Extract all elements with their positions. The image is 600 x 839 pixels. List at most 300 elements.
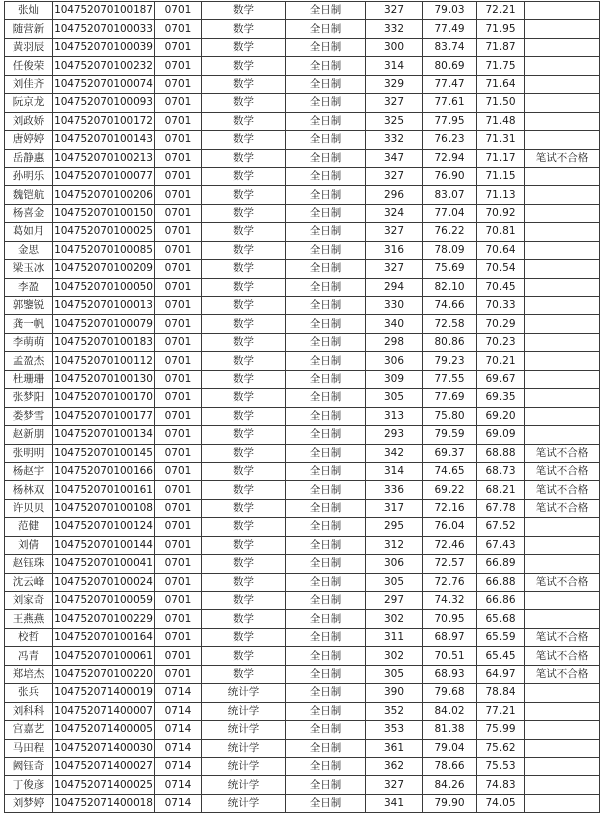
total-score-cell: 68.21 [477, 481, 525, 499]
written-score-cell: 332 [366, 20, 423, 38]
interview-score-cell: 72.16 [423, 499, 477, 517]
exam-id-cell: 104752071400005 [53, 721, 155, 739]
total-score-cell: 68.88 [477, 444, 525, 462]
remark-cell [525, 684, 600, 702]
study-mode-cell: 全日制 [286, 112, 366, 130]
exam-id-cell: 104752070100033 [53, 20, 155, 38]
name-cell: 校哲 [5, 628, 53, 646]
interview-score-cell: 79.23 [423, 352, 477, 370]
exam-id-cell: 104752070100209 [53, 260, 155, 278]
total-score-cell: 71.13 [477, 186, 525, 204]
study-mode-cell: 全日制 [286, 370, 366, 388]
remark-cell [525, 278, 600, 296]
remark-cell [525, 739, 600, 757]
exam-id-cell: 104752070100025 [53, 223, 155, 241]
name-cell: 许贝贝 [5, 499, 53, 517]
interview-score-cell: 77.49 [423, 20, 477, 38]
written-score-cell: 311 [366, 628, 423, 646]
study-mode-cell: 全日制 [286, 426, 366, 444]
remark-cell [525, 223, 600, 241]
interview-score-cell: 76.22 [423, 223, 477, 241]
exam-id-cell: 104752070100166 [53, 462, 155, 480]
name-cell: 杨林双 [5, 481, 53, 499]
major-code-cell: 0714 [155, 702, 202, 720]
major-code-cell: 0701 [155, 462, 202, 480]
name-cell: 阙钰奇 [5, 757, 53, 775]
table-row [5, 370, 600, 388]
interview-score-cell: 68.93 [423, 665, 477, 683]
exam-id-cell: 104752070100059 [53, 592, 155, 610]
total-score-cell: 70.21 [477, 352, 525, 370]
study-mode-cell: 全日制 [286, 610, 366, 628]
total-score-cell: 69.67 [477, 370, 525, 388]
study-mode-cell: 全日制 [286, 131, 366, 149]
total-score-cell: 70.81 [477, 223, 525, 241]
major-name-cell: 数学 [202, 2, 286, 20]
table-row [5, 794, 600, 812]
written-score-cell: 309 [366, 370, 423, 388]
interview-score-cell: 75.80 [423, 407, 477, 425]
table-row [5, 260, 600, 278]
remark-cell: 笔试不合格 [525, 462, 600, 480]
major-name-cell: 数学 [202, 499, 286, 517]
major-code-cell: 0701 [155, 665, 202, 683]
remark-cell [525, 112, 600, 130]
study-mode-cell: 全日制 [286, 647, 366, 665]
study-mode-cell: 全日制 [286, 462, 366, 480]
remark-cell [525, 75, 600, 93]
total-score-cell: 70.23 [477, 333, 525, 351]
total-score-cell: 71.50 [477, 94, 525, 112]
name-cell: 刘梦婷 [5, 794, 53, 812]
study-mode-cell: 全日制 [286, 2, 366, 20]
interview-score-cell: 74.65 [423, 462, 477, 480]
exam-id-cell: 104752070100093 [53, 94, 155, 112]
name-cell: 岳静惠 [5, 149, 53, 167]
exam-id-cell: 104752070100077 [53, 167, 155, 185]
table-row [5, 149, 600, 167]
major-name-cell: 数学 [202, 260, 286, 278]
table-row [5, 186, 600, 204]
major-code-cell: 0701 [155, 573, 202, 591]
total-score-cell: 70.92 [477, 204, 525, 222]
written-score-cell: 312 [366, 536, 423, 554]
major-code-cell: 0701 [155, 481, 202, 499]
table-row [5, 112, 600, 130]
major-code-cell: 0701 [155, 94, 202, 112]
written-score-cell: 302 [366, 610, 423, 628]
table-row [5, 555, 600, 573]
total-score-cell: 65.45 [477, 647, 525, 665]
major-name-cell: 数学 [202, 297, 286, 315]
total-score-cell: 71.75 [477, 57, 525, 75]
interview-score-cell: 79.59 [423, 426, 477, 444]
major-code-cell: 0701 [155, 186, 202, 204]
study-mode-cell: 全日制 [286, 260, 366, 278]
exam-id-cell: 104752070100164 [53, 628, 155, 646]
study-mode-cell: 全日制 [286, 204, 366, 222]
major-code-cell: 0701 [155, 352, 202, 370]
written-score-cell: 340 [366, 315, 423, 333]
interview-score-cell: 84.26 [423, 776, 477, 794]
total-score-cell: 71.31 [477, 131, 525, 149]
study-mode-cell: 全日制 [286, 702, 366, 720]
remark-cell [525, 94, 600, 112]
total-score-cell: 71.87 [477, 38, 525, 56]
major-code-cell: 0701 [155, 333, 202, 351]
major-code-cell: 0701 [155, 610, 202, 628]
total-score-cell: 69.35 [477, 389, 525, 407]
exam-id-cell: 104752070100124 [53, 518, 155, 536]
written-score-cell: 390 [366, 684, 423, 702]
table-row [5, 75, 600, 93]
table-row [5, 665, 600, 683]
written-score-cell: 316 [366, 241, 423, 259]
written-score-cell: 317 [366, 499, 423, 517]
name-cell: 娄梦雪 [5, 407, 53, 425]
total-score-cell: 71.48 [477, 112, 525, 130]
major-code-cell: 0714 [155, 776, 202, 794]
exam-id-cell: 104752070100134 [53, 426, 155, 444]
major-name-cell: 数学 [202, 462, 286, 480]
major-code-cell: 0701 [155, 223, 202, 241]
study-mode-cell: 全日制 [286, 573, 366, 591]
name-cell: 杨喜金 [5, 204, 53, 222]
written-score-cell: 332 [366, 131, 423, 149]
table-row [5, 776, 600, 794]
written-score-cell: 293 [366, 426, 423, 444]
remark-cell [525, 757, 600, 775]
name-cell: 沈云峰 [5, 573, 53, 591]
major-code-cell: 0701 [155, 647, 202, 665]
remark-cell [525, 426, 600, 444]
name-cell: 赵钰珠 [5, 555, 53, 573]
major-code-cell: 0701 [155, 260, 202, 278]
table-row [5, 241, 600, 259]
interview-score-cell: 76.04 [423, 518, 477, 536]
name-cell: 马田程 [5, 739, 53, 757]
name-cell: 张明明 [5, 444, 53, 462]
major-code-cell: 0701 [155, 370, 202, 388]
total-score-cell: 71.64 [477, 75, 525, 93]
remark-cell: 笔试不合格 [525, 499, 600, 517]
major-code-cell: 0701 [155, 407, 202, 425]
written-score-cell: 329 [366, 75, 423, 93]
written-score-cell: 300 [366, 38, 423, 56]
remark-cell [525, 57, 600, 75]
study-mode-cell: 全日制 [286, 628, 366, 646]
exam-id-cell: 104752070100061 [53, 647, 155, 665]
major-name-cell: 数学 [202, 665, 286, 683]
name-cell: 孙明乐 [5, 167, 53, 185]
major-name-cell: 数学 [202, 352, 286, 370]
major-name-cell: 数学 [202, 223, 286, 241]
exam-id-cell: 104752070100024 [53, 573, 155, 591]
remark-cell: 笔试不合格 [525, 647, 600, 665]
written-score-cell: 347 [366, 149, 423, 167]
name-cell: 王燕燕 [5, 610, 53, 628]
name-cell: 魏铠航 [5, 186, 53, 204]
interview-score-cell: 76.90 [423, 167, 477, 185]
major-code-cell: 0701 [155, 20, 202, 38]
interview-score-cell: 77.69 [423, 389, 477, 407]
major-code-cell: 0701 [155, 167, 202, 185]
major-code-cell: 0701 [155, 112, 202, 130]
written-score-cell: 296 [366, 186, 423, 204]
interview-score-cell: 83.74 [423, 38, 477, 56]
major-name-cell: 统计学 [202, 721, 286, 739]
table-body [5, 2, 600, 813]
interview-score-cell: 84.02 [423, 702, 477, 720]
study-mode-cell: 全日制 [286, 444, 366, 462]
admission-score-table [4, 1, 600, 813]
study-mode-cell: 全日制 [286, 721, 366, 739]
total-score-cell: 64.97 [477, 665, 525, 683]
study-mode-cell: 全日制 [286, 297, 366, 315]
major-name-cell: 数学 [202, 628, 286, 646]
name-cell: 赵新朋 [5, 426, 53, 444]
study-mode-cell: 全日制 [286, 794, 366, 812]
remark-cell [525, 794, 600, 812]
total-score-cell: 66.86 [477, 592, 525, 610]
major-code-cell: 0701 [155, 518, 202, 536]
name-cell: 黄羽辰 [5, 38, 53, 56]
remark-cell [525, 186, 600, 204]
total-score-cell: 74.05 [477, 794, 525, 812]
major-code-cell: 0701 [155, 555, 202, 573]
table-row [5, 20, 600, 38]
interview-score-cell: 80.86 [423, 333, 477, 351]
table-row [5, 38, 600, 56]
interview-score-cell: 77.55 [423, 370, 477, 388]
name-cell: 金思 [5, 241, 53, 259]
study-mode-cell: 全日制 [286, 315, 366, 333]
major-name-cell: 数学 [202, 57, 286, 75]
table-row [5, 628, 600, 646]
interview-score-cell: 76.23 [423, 131, 477, 149]
study-mode-cell: 全日制 [286, 75, 366, 93]
total-score-cell: 65.59 [477, 628, 525, 646]
remark-cell [525, 610, 600, 628]
name-cell: 宫嘉艺 [5, 721, 53, 739]
exam-id-cell: 104752070100085 [53, 241, 155, 259]
total-score-cell: 71.15 [477, 167, 525, 185]
remark-cell [525, 20, 600, 38]
exam-id-cell: 104752070100177 [53, 407, 155, 425]
exam-id-cell: 104752070100130 [53, 370, 155, 388]
interview-score-cell: 80.69 [423, 57, 477, 75]
table-row [5, 610, 600, 628]
exam-id-cell: 104752071400007 [53, 702, 155, 720]
interview-score-cell: 70.95 [423, 610, 477, 628]
study-mode-cell: 全日制 [286, 776, 366, 794]
exam-id-cell: 104752070100172 [53, 112, 155, 130]
major-code-cell: 0701 [155, 149, 202, 167]
remark-cell [525, 721, 600, 739]
written-score-cell: 295 [366, 518, 423, 536]
table-row [5, 757, 600, 775]
study-mode-cell: 全日制 [286, 38, 366, 56]
exam-id-cell: 104752070100041 [53, 555, 155, 573]
major-code-cell: 0714 [155, 757, 202, 775]
exam-id-cell: 104752070100143 [53, 131, 155, 149]
exam-id-cell: 104752070100013 [53, 297, 155, 315]
exam-id-cell: 104752070100074 [53, 75, 155, 93]
study-mode-cell: 全日制 [286, 592, 366, 610]
remark-cell: 笔试不合格 [525, 481, 600, 499]
remark-cell [525, 2, 600, 20]
name-cell: 刘科科 [5, 702, 53, 720]
exam-id-cell: 104752070100187 [53, 2, 155, 20]
study-mode-cell: 全日制 [286, 407, 366, 425]
total-score-cell: 68.73 [477, 462, 525, 480]
interview-score-cell: 83.07 [423, 186, 477, 204]
name-cell: 梁玉冰 [5, 260, 53, 278]
interview-score-cell: 79.90 [423, 794, 477, 812]
major-name-cell: 统计学 [202, 776, 286, 794]
study-mode-cell: 全日制 [286, 481, 366, 499]
interview-score-cell: 69.22 [423, 481, 477, 499]
total-score-cell: 67.78 [477, 499, 525, 517]
major-name-cell: 数学 [202, 112, 286, 130]
table-row [5, 297, 600, 315]
written-score-cell: 352 [366, 702, 423, 720]
name-cell: 刘家奇 [5, 592, 53, 610]
study-mode-cell: 全日制 [286, 518, 366, 536]
exam-id-cell: 104752070100144 [53, 536, 155, 554]
study-mode-cell: 全日制 [286, 57, 366, 75]
table-row [5, 2, 600, 20]
interview-score-cell: 70.51 [423, 647, 477, 665]
table-row [5, 333, 600, 351]
major-code-cell: 0701 [155, 75, 202, 93]
written-score-cell: 361 [366, 739, 423, 757]
name-cell: 葛如月 [5, 223, 53, 241]
exam-id-cell: 104752071400019 [53, 684, 155, 702]
name-cell: 李萌萌 [5, 333, 53, 351]
interview-score-cell: 79.03 [423, 2, 477, 20]
major-name-cell: 数学 [202, 389, 286, 407]
total-score-cell: 72.21 [477, 2, 525, 20]
study-mode-cell: 全日制 [286, 94, 366, 112]
major-name-cell: 数学 [202, 573, 286, 591]
table-row [5, 167, 600, 185]
major-name-cell: 数学 [202, 204, 286, 222]
interview-score-cell: 68.97 [423, 628, 477, 646]
total-score-cell: 66.88 [477, 573, 525, 591]
remark-cell [525, 297, 600, 315]
table-row [5, 592, 600, 610]
total-score-cell: 69.20 [477, 407, 525, 425]
exam-id-cell: 104752071400018 [53, 794, 155, 812]
written-score-cell: 302 [366, 647, 423, 665]
study-mode-cell: 全日制 [286, 223, 366, 241]
remark-cell [525, 38, 600, 56]
written-score-cell: 327 [366, 776, 423, 794]
study-mode-cell: 全日制 [286, 241, 366, 259]
name-cell: 郑培杰 [5, 665, 53, 683]
total-score-cell: 70.33 [477, 297, 525, 315]
major-code-cell: 0701 [155, 426, 202, 444]
major-code-cell: 0701 [155, 241, 202, 259]
study-mode-cell: 全日制 [286, 555, 366, 573]
remark-cell [525, 241, 600, 259]
table-row [5, 739, 600, 757]
name-cell: 刘佳齐 [5, 75, 53, 93]
table-row [5, 407, 600, 425]
remark-cell [525, 315, 600, 333]
exam-id-cell: 104752070100161 [53, 481, 155, 499]
interview-score-cell: 77.61 [423, 94, 477, 112]
exam-id-cell: 104752071400025 [53, 776, 155, 794]
major-code-cell: 0701 [155, 204, 202, 222]
exam-id-cell: 104752070100170 [53, 389, 155, 407]
total-score-cell: 71.95 [477, 20, 525, 38]
study-mode-cell: 全日制 [286, 186, 366, 204]
remark-cell [525, 776, 600, 794]
table-row [5, 426, 600, 444]
major-name-cell: 数学 [202, 536, 286, 554]
name-cell: 刘政娇 [5, 112, 53, 130]
total-score-cell: 77.21 [477, 702, 525, 720]
total-score-cell: 65.68 [477, 610, 525, 628]
major-name-cell: 数学 [202, 241, 286, 259]
major-name-cell: 数学 [202, 186, 286, 204]
exam-id-cell: 104752071400027 [53, 757, 155, 775]
exam-id-cell: 104752070100050 [53, 278, 155, 296]
interview-score-cell: 79.68 [423, 684, 477, 702]
remark-cell [525, 702, 600, 720]
name-cell: 随营新 [5, 20, 53, 38]
exam-id-cell: 104752070100213 [53, 149, 155, 167]
total-score-cell: 71.17 [477, 149, 525, 167]
exam-id-cell: 104752070100206 [53, 186, 155, 204]
major-name-cell: 数学 [202, 333, 286, 351]
name-cell: 张梦阳 [5, 389, 53, 407]
major-name-cell: 数学 [202, 149, 286, 167]
written-score-cell: 297 [366, 592, 423, 610]
table-row [5, 462, 600, 480]
remark-cell: 笔试不合格 [525, 628, 600, 646]
major-name-cell: 数学 [202, 555, 286, 573]
interview-score-cell: 77.95 [423, 112, 477, 130]
total-score-cell: 66.89 [477, 555, 525, 573]
study-mode-cell: 全日制 [286, 499, 366, 517]
remark-cell [525, 370, 600, 388]
remark-cell: 笔试不合格 [525, 665, 600, 683]
remark-cell [525, 389, 600, 407]
study-mode-cell: 全日制 [286, 352, 366, 370]
exam-id-cell: 104752071400030 [53, 739, 155, 757]
total-score-cell: 70.64 [477, 241, 525, 259]
written-score-cell: 336 [366, 481, 423, 499]
written-score-cell: 306 [366, 555, 423, 573]
name-cell: 丁俊彦 [5, 776, 53, 794]
remark-cell [525, 260, 600, 278]
written-score-cell: 313 [366, 407, 423, 425]
total-score-cell: 75.99 [477, 721, 525, 739]
table-row [5, 499, 600, 517]
exam-id-cell: 104752070100039 [53, 38, 155, 56]
name-cell: 孟盈杰 [5, 352, 53, 370]
name-cell: 冯青 [5, 647, 53, 665]
exam-id-cell: 104752070100229 [53, 610, 155, 628]
study-mode-cell: 全日制 [286, 333, 366, 351]
table-row [5, 536, 600, 554]
exam-id-cell: 104752070100079 [53, 315, 155, 333]
table-row [5, 721, 600, 739]
table-row [5, 94, 600, 112]
